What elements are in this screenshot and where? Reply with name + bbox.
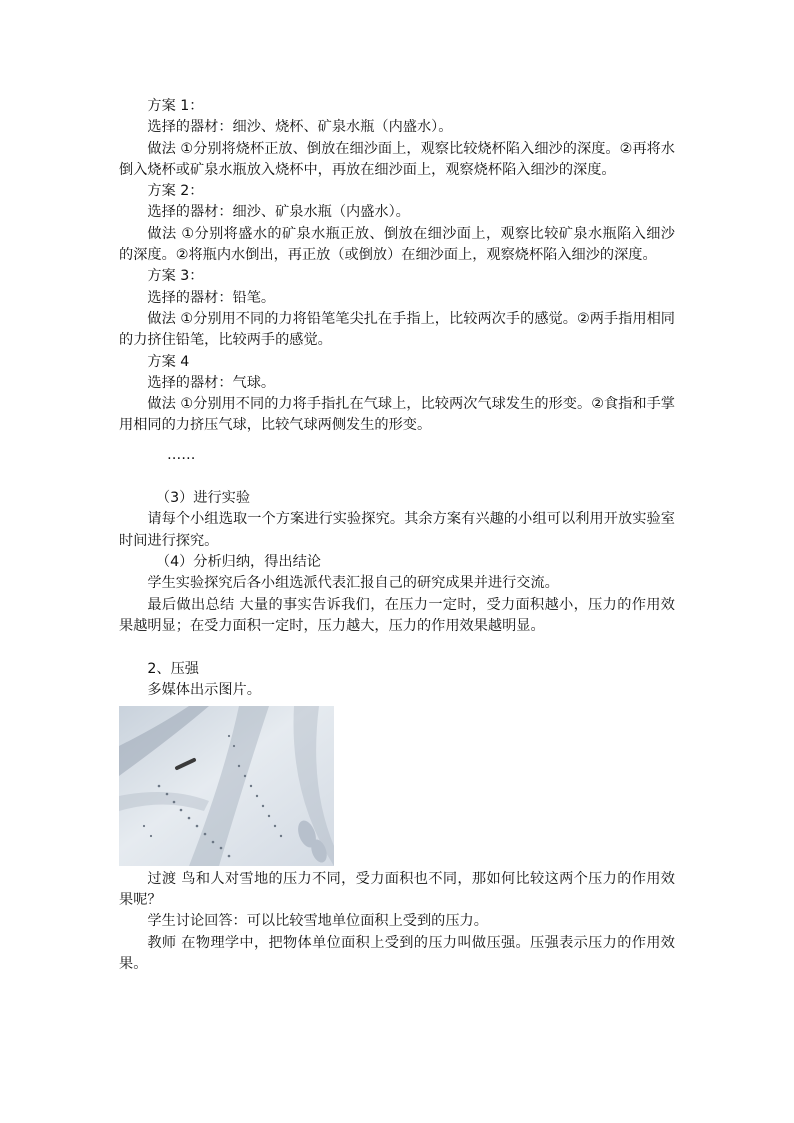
plan4-title: 方案 4 xyxy=(147,353,190,370)
step4-text-2: 最后做出总结 大量的事实告诉我们，在压力一定时，受力面积越小，压力的作用效果越明显；在受力面积一定时，压力越大，压力的作用效果越明显。 xyxy=(119,596,675,634)
document-page xyxy=(119,96,675,975)
plan2-materials: 选择的器材：细沙、矿泉水瓶（内盛水）。 xyxy=(147,204,410,221)
section2-intro: 多媒体出示图片。 xyxy=(147,682,261,699)
plan3-materials: 选择的器材：铅笔。 xyxy=(147,289,276,306)
teacher-text: 教师 在物理学中，把物体单位面积上受到的压力叫做压强。压强表示压力的作用效果。 xyxy=(119,934,675,972)
student-answer: 学生讨论回答：可以比较雪地单位面积上受到的压力。 xyxy=(147,913,488,930)
section2-title: 2、压强 xyxy=(147,661,199,678)
step3-text: 请每个小组选取一个方案进行实验探究。其余方案有兴趣的小组可以利用开放实验室时间进行探究。 xyxy=(119,511,675,549)
snow-footprints-image xyxy=(119,706,334,866)
plan1-materials: 选择的器材：细沙、烧杯、矿泉水瓶（内盛水）。 xyxy=(147,119,453,136)
transition-text: 过渡 鸟和人对雪地的压力不同，受力面积也不同，那如何比较这两个压力的作用效果呢？ xyxy=(119,870,675,909)
plan2-title: 方案 2： xyxy=(147,183,204,200)
ellipsis: …… xyxy=(167,446,196,463)
plan1-title: 方案 1： xyxy=(147,98,204,114)
step4-title: （4）分析归纳，得出结论 xyxy=(155,553,321,570)
step4-text-1: 学生实验探究后各小组选派代表汇报自己的研究成果并进行交流。 xyxy=(147,575,559,592)
plan4-materials: 选择的器材：气球。 xyxy=(147,374,276,391)
plan4-method: 做法 ①分别用不同的力将手指扎在气球上，比较两次气球发生的形变。②食指和手掌用相同的力挤压气球，比较气球两侧发生的形变。 xyxy=(119,396,675,434)
plan3-title: 方案 3： xyxy=(147,268,204,285)
step3-title: （3）进行实验 xyxy=(155,490,251,507)
spacer xyxy=(119,466,675,488)
plan3-method: 做法 ①分别用不同的力将铅笔笔尖扎在手指上，比较两次手的感觉。②两手指用相同的力挤住铅笔，比较两手的感觉。 xyxy=(119,310,675,349)
plan1-method: 做法 ①分别将烧杯正放、倒放在细沙面上，观察比较烧杯陷入细沙的深度。②再将水倒入烧杯或矿泉水瓶放入烧杯中，再放在细沙面上，观察烧杯陷入细沙的深度。 xyxy=(119,140,675,178)
plan2-method: 做法 ①分别将盛水的矿泉水瓶正放、倒放在细沙面上，观察比较矿泉水瓶陷入细沙的深度。②将瓶内水倒出，再正放（或倒放）在细沙面上，观察烧杯陷入细沙的深度。 xyxy=(119,225,675,264)
spacer xyxy=(119,637,675,659)
